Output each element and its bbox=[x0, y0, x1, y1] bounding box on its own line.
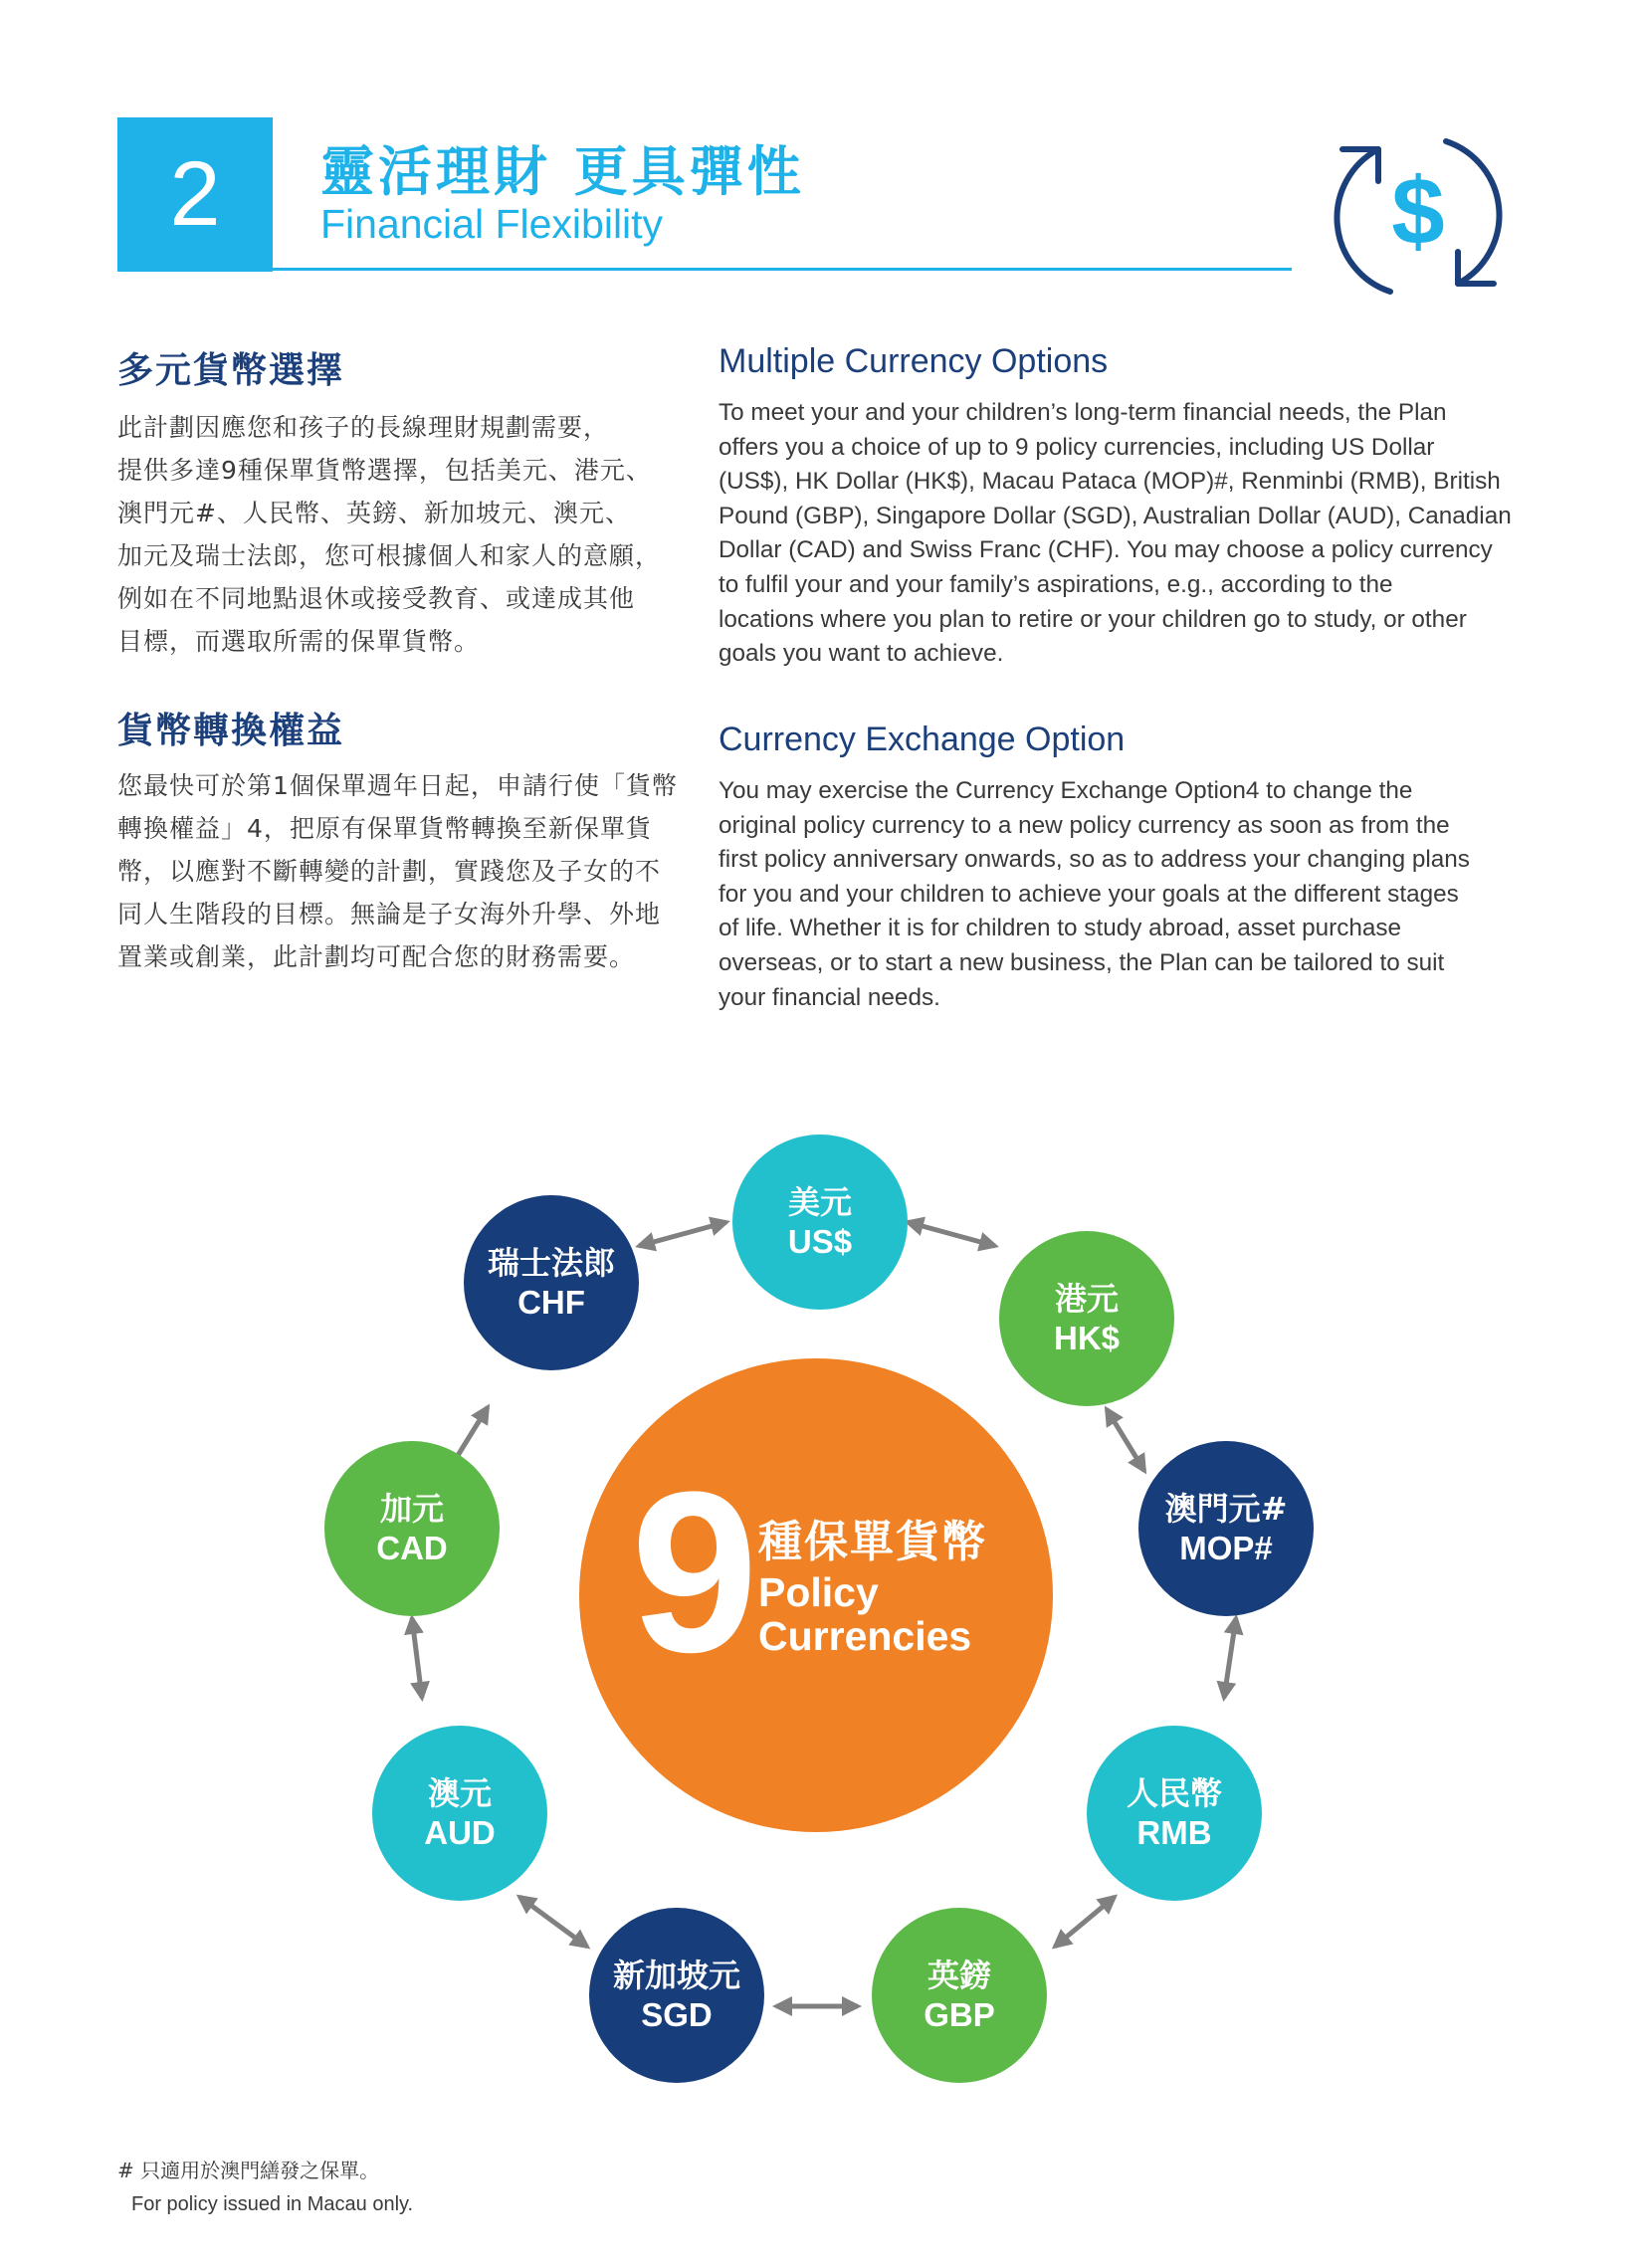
currency-label-zh: 美元 bbox=[787, 1183, 852, 1221]
currency-circle-rmb bbox=[1087, 1726, 1262, 1901]
text-line: first policy anniversary onwards, so as to address your changing plans bbox=[719, 846, 1470, 874]
center-circle bbox=[579, 1358, 1053, 1832]
currency-diagram bbox=[0, 1075, 1646, 2110]
heading-currency-exchange-zh: 貨幣轉換權益 bbox=[117, 711, 345, 751]
text-line: 提供多達9種保單貨幣選擇，包括美元、港元、 bbox=[117, 456, 652, 485]
svg-text:$: $ bbox=[1391, 158, 1445, 265]
footnote-en: For policy issued in Macau only. bbox=[131, 2193, 414, 2215]
text-line: 目標，而選取所需的保單貨幣。 bbox=[117, 627, 481, 656]
currency-circle-sgd bbox=[589, 1908, 764, 2083]
text-line: original policy currency to a new policy currency as soon as from the bbox=[719, 811, 1450, 839]
text-line: 澳門元#、人民幣、英鎊、新加坡元、澳元、 bbox=[117, 499, 631, 527]
text-line: to fulfil your and your family’s aspirations, e.g., according to the bbox=[719, 570, 1393, 598]
text-line: your financial needs. bbox=[719, 983, 940, 1011]
text-line: 此計劃因應您和孩子的長線理財規劃需要， bbox=[117, 413, 610, 442]
text-line: 例如在不同地點退休或接受教育、或達成其他 bbox=[117, 584, 636, 613]
text-line: of life. Whether it is for children to study abroad, asset purchase bbox=[719, 915, 1402, 942]
text-line: 您最快可於第1個保單週年日起，申請行使「貨幣 bbox=[117, 771, 678, 800]
page-title-zh: 靈活理財 更具彈性 bbox=[320, 140, 805, 203]
text-line: locations where you plan to retire or your children go to study, or other bbox=[719, 605, 1467, 633]
multiple-currency-body-zh bbox=[117, 406, 661, 663]
text-line: To meet your and your children’s long-term financial needs, the Plan bbox=[719, 399, 1447, 426]
exchange-arrow bbox=[908, 1222, 995, 1246]
currency-label-zh: 澳門元# bbox=[1164, 1490, 1288, 1528]
currency-circle-mop bbox=[1138, 1441, 1314, 1616]
text-line: Dollar (CAD) and Swiss Franc (CHF). You may choose a policy currency bbox=[719, 536, 1493, 564]
center-label-zh: 種保單貨幣 bbox=[758, 1517, 987, 1567]
currency-label-en: CHF bbox=[517, 1284, 585, 1321]
currency-circle-gbp bbox=[872, 1908, 1047, 2083]
currency-label-en: GBP bbox=[924, 1996, 995, 2033]
text-line: You may exercise the Currency Exchange Option4 to change the bbox=[719, 777, 1413, 804]
center-label-en: Currencies bbox=[758, 1613, 972, 1659]
footnote-zh: # 只適用於澳門繕發之保單。 bbox=[117, 2159, 380, 2182]
text-line: goals you want to achieve. bbox=[719, 640, 1004, 668]
exchange-arrow bbox=[1224, 1618, 1236, 1698]
exchange-arrow bbox=[1055, 1897, 1115, 1947]
currency-label-en: CAD bbox=[376, 1530, 448, 1566]
currency-label-zh: 新加坡元 bbox=[612, 1957, 740, 1994]
heading-multiple-currency-zh: 多元貨幣選擇 bbox=[117, 350, 345, 391]
currency-label-en: RMB bbox=[1136, 1814, 1212, 1851]
currency-label-zh: 加元 bbox=[379, 1490, 444, 1528]
currency-label-zh: 港元 bbox=[1054, 1280, 1119, 1318]
multiple-currency-body-en bbox=[719, 396, 1512, 672]
currency-circle-usd bbox=[732, 1134, 908, 1310]
text-line: Pound (GBP), Singapore Dollar (SGD), Australian Dollar (AUD), Canadian bbox=[719, 502, 1512, 529]
center-number: 9 bbox=[631, 1444, 758, 1700]
section-number: 2 bbox=[117, 117, 273, 272]
text-line: 加元及瑞士法郎，您可根據個人和家人的意願， bbox=[117, 541, 662, 570]
currency-label-zh: 澳元 bbox=[427, 1774, 492, 1812]
currency-label-en: SGD bbox=[641, 1996, 713, 2033]
text-line: overseas, or to start a new business, the Plan can be tailored to suit bbox=[719, 948, 1445, 976]
exchange-arrow bbox=[519, 1897, 587, 1947]
currency-label-en: HK$ bbox=[1053, 1320, 1121, 1356]
currency-circle-aud bbox=[372, 1726, 547, 1901]
exchange-arrow bbox=[1107, 1409, 1144, 1471]
heading-multiple-currency-en: Multiple Currency Options bbox=[719, 342, 1109, 380]
text-line: for you and your children to achieve your goals at the different stages bbox=[719, 880, 1459, 908]
currency-label-en: AUD bbox=[424, 1814, 496, 1851]
exchange-arrow bbox=[412, 1618, 422, 1698]
text-line: 同人生階段的目標。無論是子女海外升學、外地 bbox=[117, 900, 662, 928]
text-line: 轉換權益」4，把原有保單貨幣轉換至新保單貨 bbox=[117, 814, 652, 843]
heading-currency-exchange-en: Currency Exchange Option bbox=[719, 721, 1126, 758]
currency-exchange-body-zh bbox=[117, 764, 678, 978]
currency-label-zh: 瑞士法郎 bbox=[487, 1244, 615, 1282]
currency-label-zh: 英鎊 bbox=[926, 1957, 991, 1994]
currency-exchange-body-en bbox=[719, 774, 1470, 1015]
text-line: 置業或創業，此計劃均可配合您的財務需要。 bbox=[117, 942, 636, 971]
title-divider bbox=[117, 268, 1292, 271]
currency-label-en: US$ bbox=[787, 1223, 853, 1260]
currency-exchange-icon bbox=[1319, 119, 1518, 313]
page-title-en: Financial Flexibility bbox=[320, 201, 664, 247]
text-line: (US$), HK Dollar (HK$), Macau Pataca (MOP)#, Renminbi (RMB), British bbox=[719, 468, 1501, 496]
currency-circle-cad bbox=[324, 1441, 500, 1616]
exchange-arrow bbox=[639, 1222, 726, 1246]
center-label-en: Policy bbox=[758, 1569, 879, 1615]
currency-label-zh: 人民幣 bbox=[1126, 1774, 1222, 1812]
text-line: 幣，以應對不斷轉變的計劃，實踐您及子女的不 bbox=[117, 857, 662, 886]
currency-circle-chf bbox=[464, 1195, 639, 1370]
currency-label-en: MOP# bbox=[1179, 1530, 1273, 1566]
currency-circle-hkd bbox=[999, 1231, 1174, 1406]
text-line: offers you a choice of up to 9 policy currencies, including US Dollar bbox=[719, 433, 1435, 461]
